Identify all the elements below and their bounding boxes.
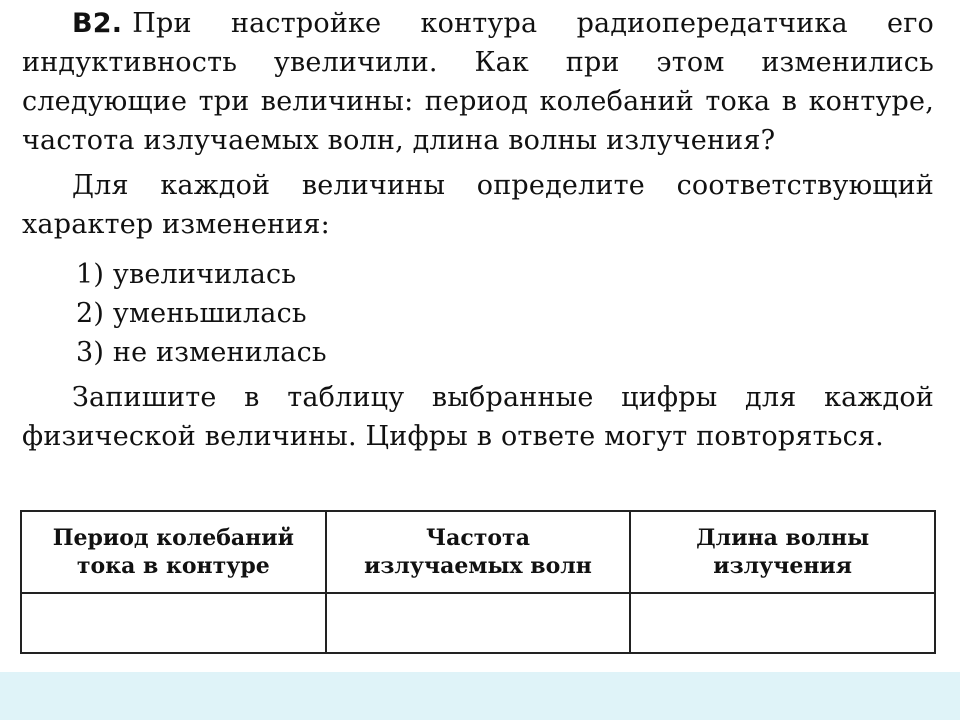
final-instruction-paragraph: Запишите в таблицу выбранные цифры для каждой физической величины. Цифры в ответе могут повторяться.: [22, 382, 934, 452]
instruction-paragraph: Для каждой величины определите соответствующий характер изменения:: [22, 170, 934, 240]
answer-table-header-row: [21, 511, 935, 593]
options-list: [76, 255, 676, 372]
option-increased: 1) увеличилась: [76, 259, 297, 290]
answer-cell-wave-frequency[interactable]: [326, 593, 631, 653]
task-number: B2.: [72, 8, 123, 39]
bottom-background-band: [0, 672, 960, 720]
header-wave-frequency: [326, 511, 631, 593]
answer-cell-wavelength[interactable]: [630, 593, 935, 653]
task-paragraph: [22, 4, 934, 160]
header-wavelength: [630, 511, 935, 593]
answer-row: [21, 593, 935, 653]
header-wave-frequency-label: Частота излучаемых волн: [364, 525, 592, 579]
option-decreased: 2) уменьшилась: [76, 298, 307, 329]
task-text: При настройке контура радиопередатчика его индуктивность увеличили. Как при этом изменились следующие три величины: период колебаний тока в контуре, частота излучаемых волн, длина волны излучения?: [22, 8, 934, 156]
header-oscillation-period: [21, 511, 326, 593]
header-oscillation-period-label: Период колебаний тока в контуре: [52, 525, 294, 579]
option-unchanged: 3) не изменилась: [76, 337, 327, 368]
answer-table: [20, 510, 936, 654]
header-wavelength-label: Длина волны излучения: [696, 525, 870, 579]
answer-cell-oscillation-period[interactable]: [21, 593, 326, 653]
